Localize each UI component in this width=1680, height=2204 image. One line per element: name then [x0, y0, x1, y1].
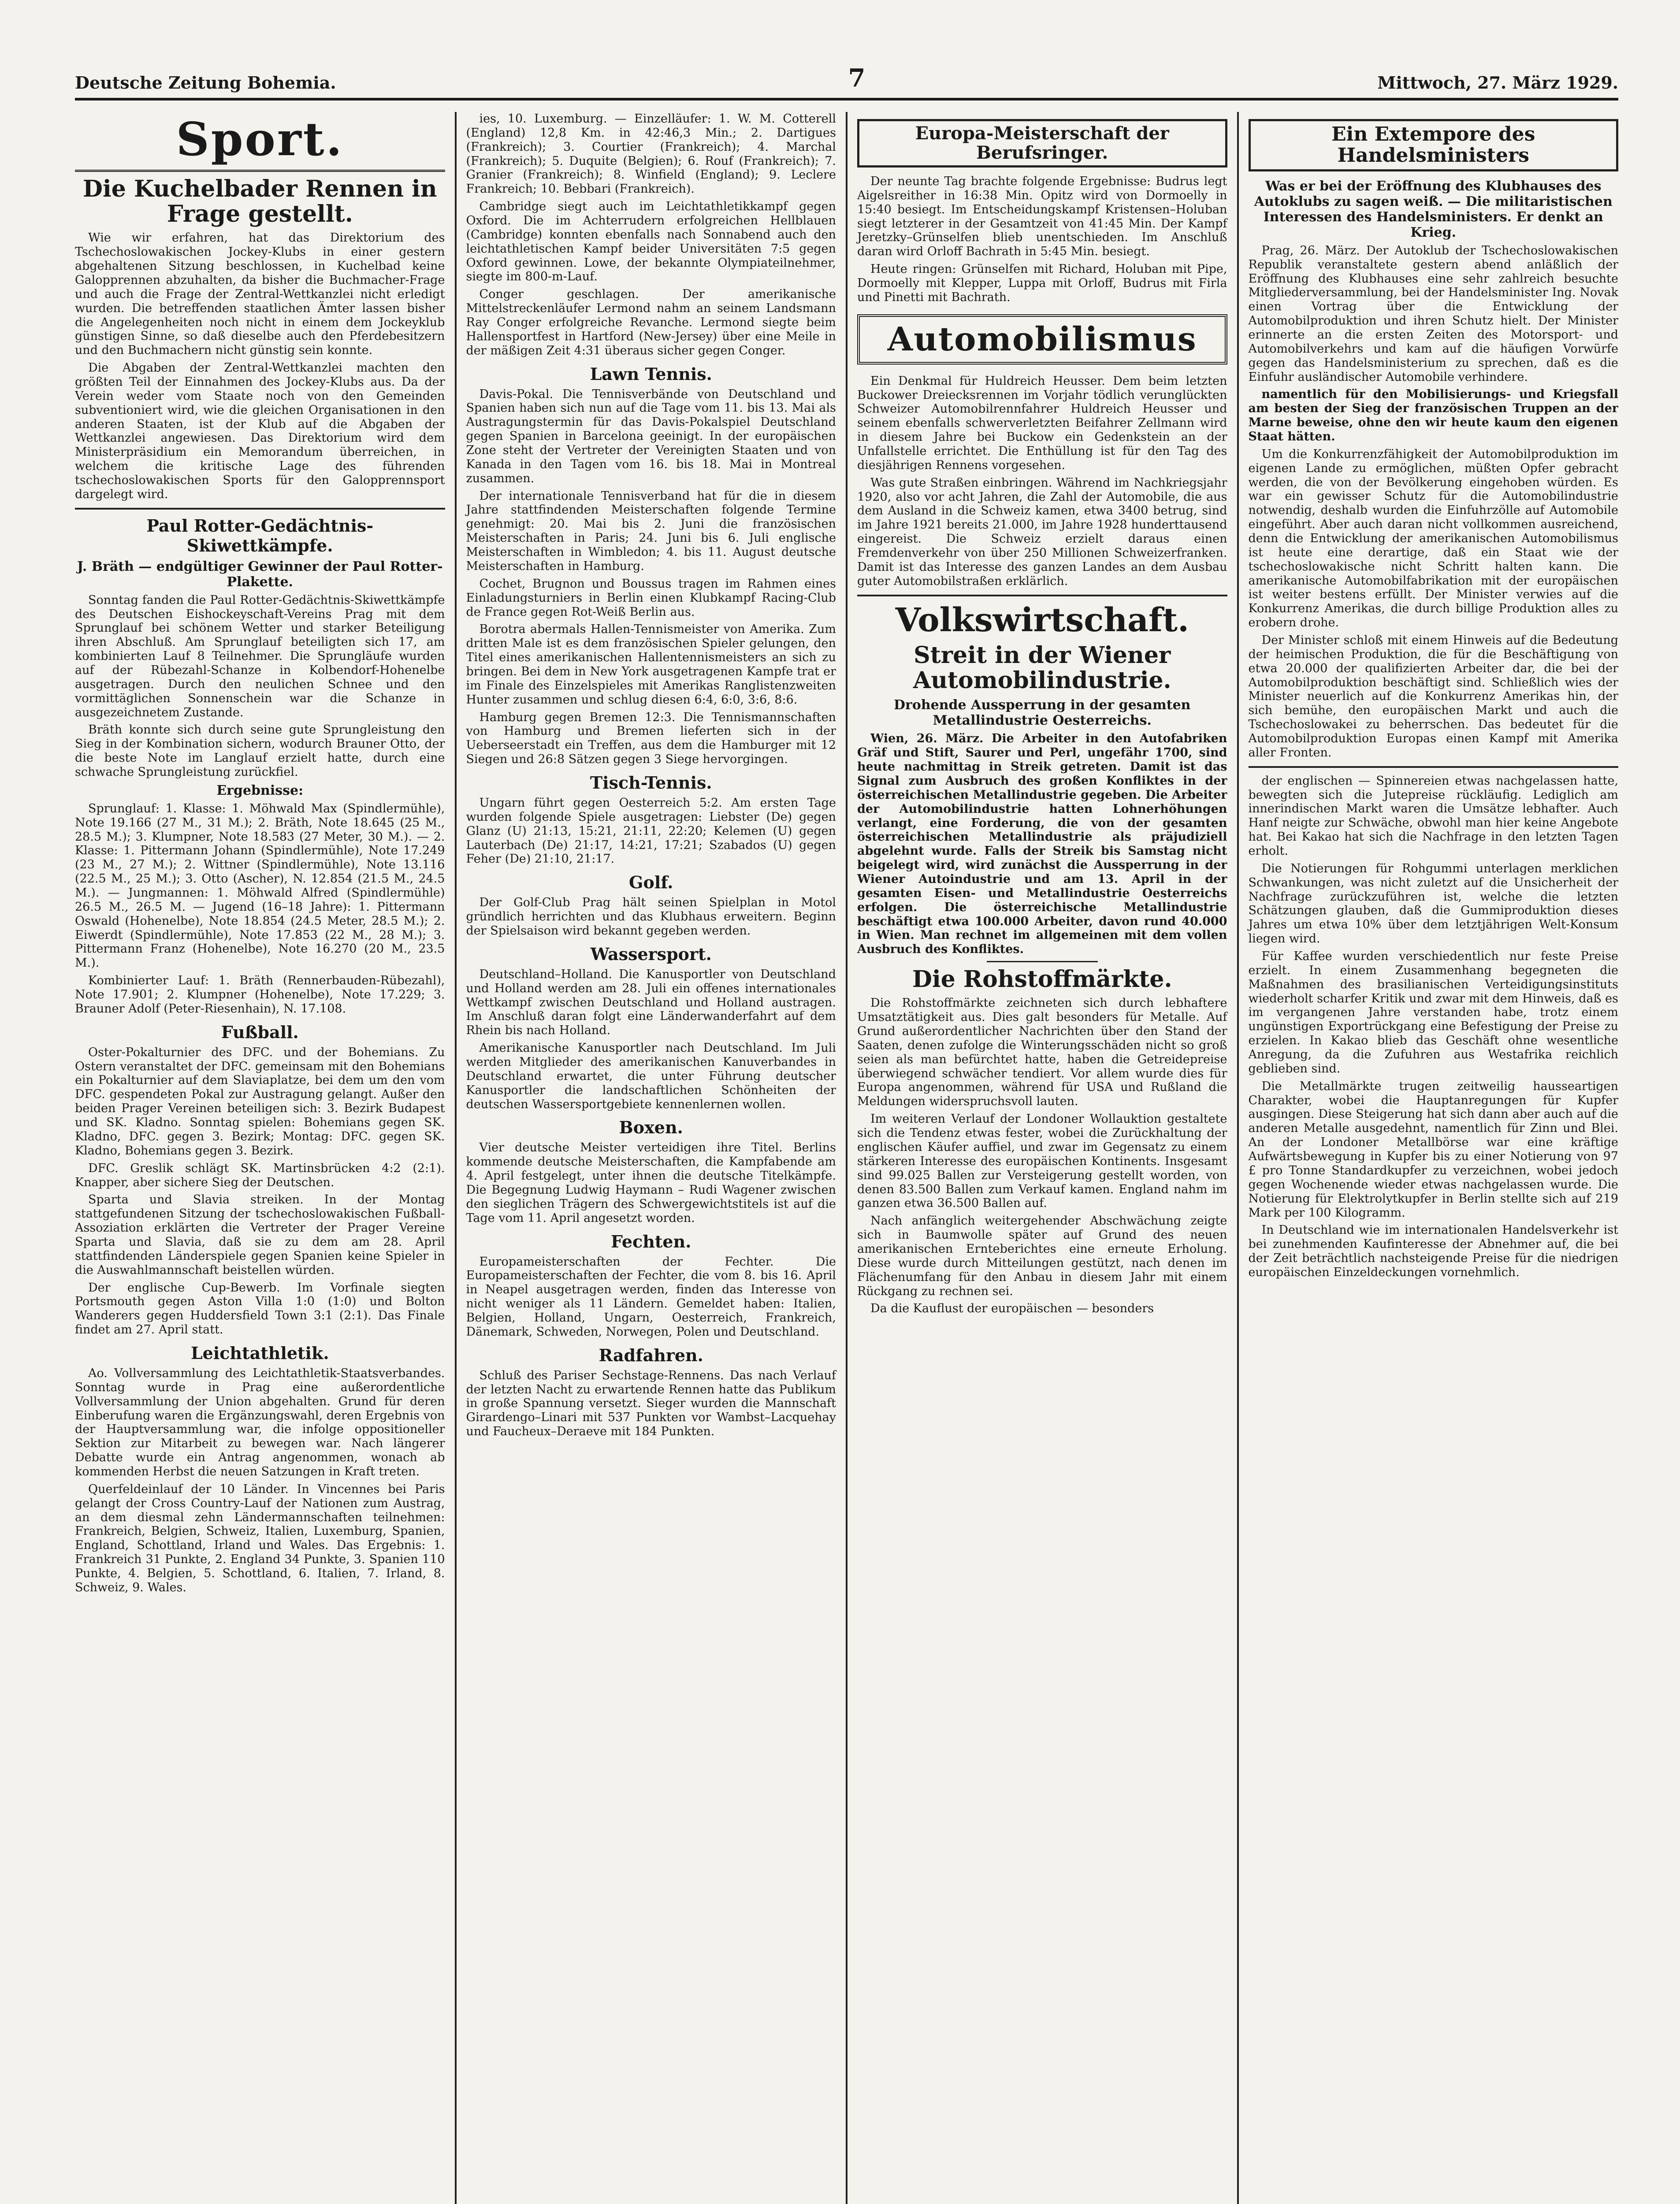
- paragraph: Davis-Pokal. Die Tennisverbände von Deutschland und Spanien haben sich nun auf die Tage vom 11. bis 13. Mai als Austragungstermin für das Davis-Pokalspiel Deutschland gegen Spanien in Barcelona geeinigt. In der europäischen Zone steht der Vertreter der Vereinigten Staaten und von Kanada in den Tagen vom 16. bis 18. Mai in Montreal zusammen.: [466, 387, 836, 485]
- paragraph: Hamburg gegen Bremen 12:3. Die Tennismannschaften von Hamburg und Bremen lieferten sich in der Ueberseerstadt ein Treffen, aus dem die Hamburger mit 12 Siegen und 26:8 Sätzen gegen 3 Siege hervorgingen.: [466, 710, 836, 767]
- issue-date: Mittwoch, 27. März 1929.: [1377, 73, 1618, 93]
- section-automobilismus: Automobilismus: [857, 314, 1227, 365]
- paragraph: Sparta und Slavia streiken. In der Montag stattgefundenen Sitzung der tschechoslowakischen Fußball-Assoziation erklärten die Vertreter der Prager Vereine Sparta und Slavia, daß sie zu dem am 28. April stattfindenden Länderspiele gegen Spanien keine Spieler in die Auswahlmannschaft beistellen würden.: [75, 1193, 445, 1277]
- paragraph: In Deutschland wie im internationalen Handelsverkehr ist bei zunehmenden Kaufinteresse der Abnehmer auf, die bei der Zeit beträchtlich nachsteigende Preise für die niedrigen europäischen Einzeldeckungen vornehmlich.: [1248, 1223, 1618, 1279]
- subheadline-extempore: Was er bei der Eröffnung des Klubhauses des Autoklubs zu sagen weiß. — Die militaristischen Interessen des Handelsministers. Er denkt an Krieg.: [1254, 178, 1613, 240]
- paragraph: Der Golf-Club Prag hält seinen Spielplan in Motol gründlich herrichten und das Klubhaus erweitern. Beginn der Spielsaison wird bekannt gegeben werden.: [466, 896, 836, 938]
- divider: [857, 595, 1227, 596]
- paragraph: Europameisterschaften der Fechter. Die Europameisterschaften der Fechter, die vom 8. bis 16. April in Neapel ausgetragen werden, finden das Interesse von nicht weniger als 11 Ländern. Gemeldet haben: Italien, Belgien, Holland, Ungarn, Oesterreich, Frankreich, Dänemark, Schweden, Norwegen, Polen und Deutschland.: [466, 1255, 836, 1339]
- paragraph: Cambridge siegt auch im Leichtathletikkampf gegen Oxford. Die im Achterrudern erfolgreichen Hellblauen (Cambridge) konnten ebenfalls nach Sonnabend auch den leichtathletischen Kampf beider Universitäten 7:5 gegen Oxford gewinnen. Lowe, der bekannte Olympiateilnehmer, siegte im 800-m-Lauf.: [466, 200, 836, 284]
- paragraph: Bräth konnte sich durch seine gute Sprungleistung den Sieg in der Kombination sichern, wodurch Brauner Otto, der die beste Note im Langlauf erzielt hatte, durch eine schwache Sprungleistung zurückfiel.: [75, 723, 445, 779]
- headline-extempore: Ein Extempore des Handelsministers: [1249, 119, 1619, 171]
- paragraph: Wie wir erfahren, hat das Direktorium des Tschechoslowakischen Jockey-Klubs in einer gestern abgehaltenen Sitzung beschlossen, in Kuchelbad keine Galopprennen abzuhalten, da bisher die Buchmacher-Frage und auch die Frage der Zentral-Wettkanzlei nicht erledigt wurden. Die betreffenden staatlichen Ämter lassen bisher die Angelegenheiten noch nicht in einem dem Jockeyklub günstigen Sinne, so daß dieselbe auch den Pferdebesitzern und den Buchmachern nicht günstig sein konnte.: [75, 231, 445, 357]
- paragraph: Kombinierter Lauf: 1. Bräth (Rennerbauden-Rübezahl), Note 17.901; 2. Klumpner (Hohenelbe), Note 17.229; 3. Brauner Adolf (Peter-Riesenhain), N. 17.108.: [75, 974, 445, 1016]
- paragraph: Conger geschlagen. Der amerikanische Mittelstreckenläufer Lermond nahm an seinem Landsmann Ray Conger erfolgreiche Revanche. Lermond siegte beim Hallensportfest in Hartford (New-Jersey) über eine Meile in der mäßigen Zeit 4:31 überaus sicher gegen Conger.: [466, 287, 836, 357]
- divider: [75, 508, 445, 510]
- results-heading: Ergebnisse:: [216, 782, 304, 798]
- paragraph: Amerikanische Kanusportler nach Deutschland. Im Juli werden Mitglieder des amerikanischen Kanuverbandes in Deutschland erwartet, die unter Führung deutscher Kanusportler die landschaftlichen Schönheiten der deutschen Wassersportgebiete kennenlernen wollen.: [466, 1041, 836, 1111]
- page-number: 7: [848, 63, 866, 93]
- section-leichtathletik: Leichtathletik.: [190, 1343, 329, 1363]
- section-fussball: Fußball.: [221, 1022, 299, 1042]
- paragraph: Ao. Vollversammlung des Leichtathletik-Staatsverbandes. Sonntag wurde in Prag eine außerordentliche Vollversammlung der Union abgehalten. Grund für deren Einberufung waren die Ergänzungswahl, deren Ergebnis von der Hauptversammlung war, die infolge oppositioneller Sektion zur Mitarbeit zu bewegen war. Nach längerer Debatte wurde ein Antrag angenommen, wonach ab kommenden Herbst die neuen Satzungen in Kraft treten.: [75, 1366, 445, 1478]
- paragraph: Cochet, Brugnon und Boussus tragen im Rahmen eines Einladungsturniers in Berlin einen Klubkampf Racing-Club de France gegen Rot-Weiß Berlin aus.: [466, 577, 836, 619]
- paragraph: Oster-Pokalturnier des DFC. und der Bohemians. Zu Ostern veranstaltet der DFC. gemeinsam mit den Bohemians ein Pokalturnier auf dem Slaviaplatze, bei dem um den vom DFC. gespendeten Pokal zur Austragung gelangt. Außer den beiden Prager Vereinen beteiligen sich: 3. Bezirk Budapest und SK. Kladno. Sonntag spielen: Bohemians gegen SK. Kladno, DFC. gegen 3. Bezirk; Montag: DFC. gegen SK. Kladno, Bohemians gegen 3. Bezirk.: [75, 1045, 445, 1158]
- columns: [75, 112, 1618, 2204]
- paragraph: Vier deutsche Meister verteidigen ihre Titel. Berlins kommende deutsche Meisterschaften, die Kampfabende am 4. April festgelegt, unter ihnen die deutsche Titelkämpfe. Die Begegnung Ludwig Haymann – Rudi Wagener zwischen den sieglichen Trägern des Schwergewichtstitels ist auf die Tage vom 11. April angesetzt worden.: [466, 1141, 836, 1225]
- paragraph: Der Minister schloß mit einem Hinweis auf die Bedeutung der heimischen Produktion, die für die Beschäftigung von etwa 20.000 der qualifizierten Arbeiter dar, die bei der Automobilproduktion beschäftigt sind. Schließlich wies der Minister neuerlich auf die Konkurrenz Amerikas hin, der sich bemühe, den europäischen Markt und auch die Tschechoslowakei zu beherrschen. Das bedeutet für die Automobilproduktion Europas einen Kampf mit Amerika aller Fronten.: [1248, 633, 1618, 759]
- paragraph: Wien, 26. März. Die Arbeiter in den Autofabriken Gräf und Stift, Saurer und Perl, ungefähr 1700, sind heute nachmittag in Streik getreten. Damit ist das Signal zum Ausbruch des großen Konfliktes in der österreichischen Metallindustrie gegeben. Die Arbeiter der Automobilindustrie hatten Lohnerhöhungen verlangt, eine Forderung, die von der gesamten österreichischen Metallindustrie als präjudiziell abgelehnt wurde. Falls der Streik bis Samstag nicht beigelegt wird, wird zunächst die Aussperrung in der Wiener Autoindustrie und am 13. April in der gesamten Eisen- und Metallindustrie Oesterreichs erfolgen. Die österreichische Metallindustrie beschäftigt etwa 100.000 Arbeiter, davon rund 40.000 in Wien. Man rechnet im allgemeinen mit dem vollen Ausbruch des Konfliktes.: [857, 732, 1227, 957]
- headline-ringer: Europa-Meisterschaft der Berufsringer.: [857, 119, 1227, 168]
- column-minister: [1237, 112, 1619, 2204]
- divider: [987, 961, 1098, 962]
- paragraph: Nach anfänglich weitergehender Abschwächung zeigte sich in Baumwolle später auf Grund des neuen amerikanischen Ernteberichtes eine erneute Erholung. Diese wurde durch Mitteilungen gestützt, nach denen im Flächenumfang für den Anbau in diesem Jahr mit einem Rückgang zu rechnen sei.: [857, 1214, 1227, 1298]
- section-golf: Golf.: [629, 872, 673, 893]
- paragraph: ies, 10. Luxemburg. — Einzelläufer: 1. W. M. Cotterell (England) 12,8 Km. in 42:46,3 Min.; 2. Dartigues (Frankreich); 3. Courtier (Frankreich); 4. Marchal (Frankreich); 5. Duquite (Belgien); 6. Rouf (Frankreich); 7. Granier (Frankreich); 8. Winfield (England); 9. Leclere Frankreich; 10. Bebbari (Frankreich).: [466, 112, 836, 196]
- section-lawn-tennis: Lawn Tennis.: [590, 364, 712, 384]
- paragraph: Was gute Straßen einbringen. Während im Nachkriegsjahr 1920, also vor acht Jahren, die Zahl der Automobile, die aus dem Ausland in die Schweiz kamen, etwa 3400 betrug, sind im Jahre 1921 bereits 21.000, im Jahre 1928 hunderttausend eingereist. Die Schweiz erzielt daraus einen Fremdenverkehr von über 250 Millionen Schweizerfranken. Damit ist das Interesse des ganzen Landes an dem Ausbau guter Automobilstraßen erklärlich.: [857, 476, 1227, 588]
- headline-streik: Streit in der Wiener Automobilindustrie.: [913, 642, 1171, 694]
- subheadline-streik: Drohende Aussperrung in der gesamten Metallindustrie Oesterreichs.: [894, 697, 1191, 729]
- paragraph: Die Notierungen für Rohgummi unterlagen merklichen Schwankungen, was nicht zuletzt auf die Unsicherheit der Nachfrage zurückzuführen ist, welche die letzten Schätzungen glauben, daß die Gummiproduktion dieses Jahres um etwa 10% über dem letztjährigen Welt-Konsum liegen wird.: [1248, 861, 1618, 946]
- headline-rohstoffmaerkte: Die Rohstoffmärkte.: [912, 966, 1172, 993]
- section-fechten: Fechten.: [611, 1231, 691, 1251]
- paragraph: Prag, 26. März. Der Autoklub der Tschechoslowakischen Republik veranstaltete gestern abend anläßlich der Eröffnung des Klubhauses eine sehr zahlreich besuchte Mitgliederversammlung, bei der Handelsminister Ing. Novak einen Vortrag über die Entwicklung der Automobilproduktion und ihren Schutz hielt. Der Minister erinnerte an die ersten Zeiten des Motorsport- und Automobilverkehrs und kam auf die häufigen Vorwürfe gegen das Handelsministerium zu sprechen, daß es die Einfuhr ausländischer Automobile verhindere.: [1248, 243, 1618, 384]
- paragraph: Die Abgaben der Zentral-Wettkanzlei machten den größten Teil der Einnahmen des Jockey-Klubs aus. Da der Verein weder vom Staate noch von den Gemeinden subventioniert wird, wie die gleichen Organisationen in den anderen Staaten, ist der Klub auf die Abgaben der Wettkanzlei angewiesen. Das Direktorium wird dem Ministerpräsidium ein Memorandum überreichen, in welchem die kritische Lage des führenden tschechoslowakischen Sports für den Galopprennsport dargelegt wird.: [75, 361, 445, 501]
- paragraph: Da die Kauflust der europäischen — besonders: [870, 1302, 1154, 1316]
- column-sport: [75, 112, 455, 2204]
- newspaper-name: Deutsche Zeitung Bohemia.: [75, 73, 336, 93]
- headline-rotter: Paul Rotter-Gedächtnis-Skiwettkämpfe.: [146, 515, 374, 555]
- paragraph: Heute ringen: Grünselfen mit Richard, Holuban mit Pipe, Dormoelly mit Klepper, Luppa mit Orloff, Budrus mit Firla und Pinetti mit Bachrath.: [857, 262, 1227, 304]
- running-header: [75, 63, 1618, 101]
- paragraph: der englischen — Spinnereien etwas nachgelassen hatte, bewegten sich die Jutepreise rückläufig. Lediglich am innerindischen Markt waren die Umsätze lebhafter. Auch Hanf neigte zur Schwäche, obwohl man hier keine Angebote hat. Bei Kakao hat sich die Nachfrage in den letzten Tagen erholt.: [1248, 774, 1618, 858]
- paragraph: Im weiteren Verlauf der Londoner Wollauktion gestaltete sich die Tendenz etwas fester, wobei die Zurückhaltung der englischen Käufer auffiel, und zwar im Gegensatz zu einem stärkeren Interesse des europäischen Kontinents. Insgesamt sind 99.025 Ballen zur Versteigerung gestellt worden, von denen 83.500 Ballen zum Verkauf kamen. England nahm im ganzen etwa 36.500 Ballen auf.: [857, 1112, 1227, 1210]
- subheadline-rotter: J. Bräth — endgültiger Gewinner der Paul Rotter-Plakette.: [77, 558, 443, 590]
- paragraph: Borotra abermals Hallen-Tennismeister von Amerika. Zum dritten Male ist es dem französischen Spieler gelungen, den Titel eines amerikanischen Hallentennismeisters an sich zu bringen. Bei dem in New York ausgetragenen Kampfe trat er im Finale des Einzelspieles mit Amerikas Ranglistenzweiten Hunter zusammen und schlug diesen 6:4, 6:0, 3:6, 8:6.: [466, 622, 836, 707]
- paragraph: Der internationale Tennisverband hat für die in diesem Jahre stattfindenden Meisterschaften folgende Termine genehmigt: 20. Mai bis 2. Juni die französischen Meisterschaften in Paris; 24. Juni bis 6. Juli englische Meisterschaften in Wimbledon; 4. bis 11. August deutsche Meisterschaften in Hamburg.: [466, 489, 836, 573]
- section-wassersport: Wassersport.: [590, 944, 712, 964]
- divider: [1249, 766, 1619, 768]
- section-boxen: Boxen.: [619, 1117, 683, 1138]
- headline-kuchelbad: Die Kuchelbader Rennen in Frage gestellt.: [82, 175, 437, 228]
- paragraph: Für Kaffee wurden verschiedentlich nur feste Preise erzielt. In einem Zusammenhang begegneten die Maßnahmen des brasilianischen Verteidigungsinstituts wiederholt scharfer Kritik und zwar mit dem Hinweis, daß es im vergangenen Jahre verstanden habe, trotz einem ungünstigen Exportrückgang eine Befestigung der Preise zu erzielen. In Kakao blieb das Geschäft ohne wesentliche Anregung, da die Zufuhren aus Westafrika reichlich geblieben sind.: [1248, 949, 1618, 1076]
- paragraph: Ungarn führt gegen Oesterreich 5:2. Am ersten Tage wurden folgende Spiele ausgetragen: Liebster (De) gegen Glanz (U) 21:13, 15:21, 21:11, 22:20; Kelemen (U) gegen Lauterbach (De) 21:17, 14:21, 17:21; Szabados (U) gegen Feher (De) 21:10, 21:17.: [466, 796, 836, 866]
- paragraph: namentlich für den Mobilisierungs- und Kriegsfall am besten der Sieg der französischen Truppen an der Marne beweise, ohne den wir heute kaum den eigenen Staat hätten.: [1248, 387, 1618, 443]
- paragraph: Der englische Cup-Bewerb. Im Vorfinale siegten Portsmouth gegen Aston Villa 1:0 (1:0) und Bolton Wanderers gegen Huddersfield Town 3:1 (2:1). Das Finale findet am 27. April statt.: [75, 1281, 445, 1337]
- paragraph: Sonntag fanden die Paul Rotter-Gedächtnis-Skiwettkämpfe des Deutschen Eishockeyschaft-Vereins Prag mit dem Sprunglauf bei schönem Wetter und starker Beteiligung ihren Abschluß. Am Sprunglauf beteiligten sich 17, am kombinierten Lauf 8 Teilnehmer. Die Sprungläufe wurden auf der Rübezahl-Schanze in Kolbendorf-Hohenelbe ausgetragen. Durch den neulichen Schnee und den vormittäglichen Sonnenschein war die Schanze in ausgezeichnetem Zustande.: [75, 593, 445, 719]
- paragraph: DFC. Greslik schlägt SK. Martinsbrücken 4:2 (2:1). Knapper, aber sichere Sieg der Deutschen.: [75, 1161, 445, 1189]
- paragraph: Querfeldeinlauf der 10 Länder. In Vincennes bei Paris gelangt der Cross Country-Lauf der Nationen zum Austrag, an dem diesmal zehn Ländermannschaften teilnehmen: Frankreich, Belgien, Schweiz, Italien, Luxemburg, Spanien, England, Schottland, Irland und Wales. Das Ergebnis: 1. Frankreich 31 Punkte, 2. England 34 Punkte, 3. Spanien 110 Punkte, 4. Belgien, 5. Schottland, 6. Italien, 7. Irland, 8. Schweiz, 9. Wales.: [75, 1482, 445, 1594]
- section-tisch-tennis: Tisch-Tennis.: [590, 772, 712, 793]
- paragraph: Die Metallmärkte trugen zeitweilig hausseartigen Charakter, wobei die Hauptanregungen für Kupfer ausgingen. Diese Steigerung hat sich dann aber auch auf die anderen Metalle ausgedehnt, namentlich für Zinn und Blei. An der Londoner Metallbörse war eine kräftige Aufwärtsbewegung in Kupfer bis zu einer Notierung von 97 £ pro Tonne Standardkupfer zu verzeichnen, wobei jedoch gegen Wochenende wieder etwas nachgelassen wurde. Die Notierung für Elektrolytkupfer in Berlin stellte sich auf 219 Mark per 100 Kilogramm.: [1248, 1079, 1618, 1220]
- section-title-sport: Sport.: [75, 112, 445, 172]
- column-sport-continued: [455, 112, 846, 2204]
- paragraph: Ein Denkmal für Huldreich Heusser. Dem beim letzten Buckower Dreiecksrennen im Vorjahr tödlich verunglückten Schweizer Automobilrennfahrer Huldreich Heusser und seinem ebenfalls schwerverletzten Beifahrer Zellmann wird in diesem Jahre bei Buckow ein Gedenkstein an der Unfallstelle errichtet. Die Enthüllung ist für den Tag des diesjährigen Rennens vorgesehen.: [857, 374, 1227, 472]
- paragraph: Sprunglauf: 1. Klasse: 1. Möhwald Max (Spindlermühle), Note 19.166 (27 M., 31 M.); 2. Bräth, Note 18.645 (25 M., 28.5 M.); 3. Klumpner, Note 18.583 (27 Meter, 30 M.). — 2. Klasse: 1. Pittermann Johann (Spindlermühle), Note 17.249 (23 M., 27 M.); 2. Wittner (Spindlermühle), Note 13.116 (22.5 M., 25 M.); 3. Otto (Ascher), N. 12.854 (21.5 M., 24.5 M.). — Jungmannen: 1. Möhwald Alfred (Spindlermühle) 26.5 M., 26.5 M. — Jugend (16–18 Jahre): 1. Pittermann Oswald (Hohenelbe), Note 18.854 (24.5 Meter, 28.5 M.); 2. Eiwerdt (Spindlermühle), Note 17.853 (22 M., 28 M.); 3. Pittermann Franz (Hohenelbe), Note 16.270 (20 M., 23.5 M.).: [75, 801, 445, 970]
- section-radfahren: Radfahren.: [598, 1345, 703, 1365]
- section-volkswirtschaft: Volkswirtschaft.: [895, 601, 1189, 639]
- paragraph: Um die Konkurrenzfähigkeit der Automobilproduktion im eigenen Lande zu ermöglichen, müßten Opfer gebracht werden, die von der Bevölkerung eingehoben würden. Es war ein gewisser Schutz für die Automobilindustrie notwendig, deshalb wurden die Einfuhrzölle auf Automobile eingeführt. Aber auch daran nicht vollkommen ausreichend, denn die Entwicklung der amerikanischen Automobilismus ist heute eine derartige, daß ein Staat wie der tschechoslowakische nicht Schritt halten kann. Die amerikanische Automobilfabrikation mit der europäischen ist weiter bestens erfüllt. Der Minister verwies auf die Konkurrenz Amerikas, die durch billige Produktion alles zu erobern drohe.: [1248, 447, 1618, 630]
- paragraph: Die Rohstoffmärkte zeichneten sich durch lebhaftere Umsatztätigkeit aus. Dies galt besonders für Metalle. Auf Grund außerordentlicher Nachrichten über den Stand der Saaten, denen zufolge die Winterungsschäden nicht so groß seien als man befürchtet hatte, haben die Getreidepreise überwiegend schwächer tendiert. Vor allem wurde dies für Europa angenommen, während für USA und Rußland die Meldungen widerspruchsvoll lauten.: [857, 996, 1227, 1109]
- paragraph: Deutschland–Holland. Die Kanusportler von Deutschland und Holland werden am 28. Juli ein offenes internationales Wettkampf zwischen Deutschland und Holland austragen. Im Anschluß daran folgt eine Länderwanderfahrt auf dem Rhein bis nach Holland.: [466, 967, 836, 1038]
- paragraph: Schluß des Pariser Sechstage-Rennens. Das nach Verlauf der letzten Nacht zu erwartende Rennen hatte das Publikum in große Spannung versetzt. Sieger wurden die Mannschaft Girardengo–Linari mit 537 Punkten vor Wambst–Lacquehay und Faucheux–Deraeve mit 184 Punkten.: [466, 1368, 836, 1439]
- paragraph: Der neunte Tag brachte folgende Ergebnisse: Budrus legt Aigelsreither in 16:38 Min. Opitz wird von Dormoelly in 15:40 besiegt. Im Entscheidungskampf Kristensen–Holuban siegt letzterer in der Gesamtzeit von 41:45 Min. Der Kampf Jeretzky–Grünselfen blieb unentschieden. Im Anschluß daran wird Orloff Bachrath in 5:45 Min. besiegt.: [857, 175, 1227, 259]
- column-auto-economy: [846, 112, 1237, 2204]
